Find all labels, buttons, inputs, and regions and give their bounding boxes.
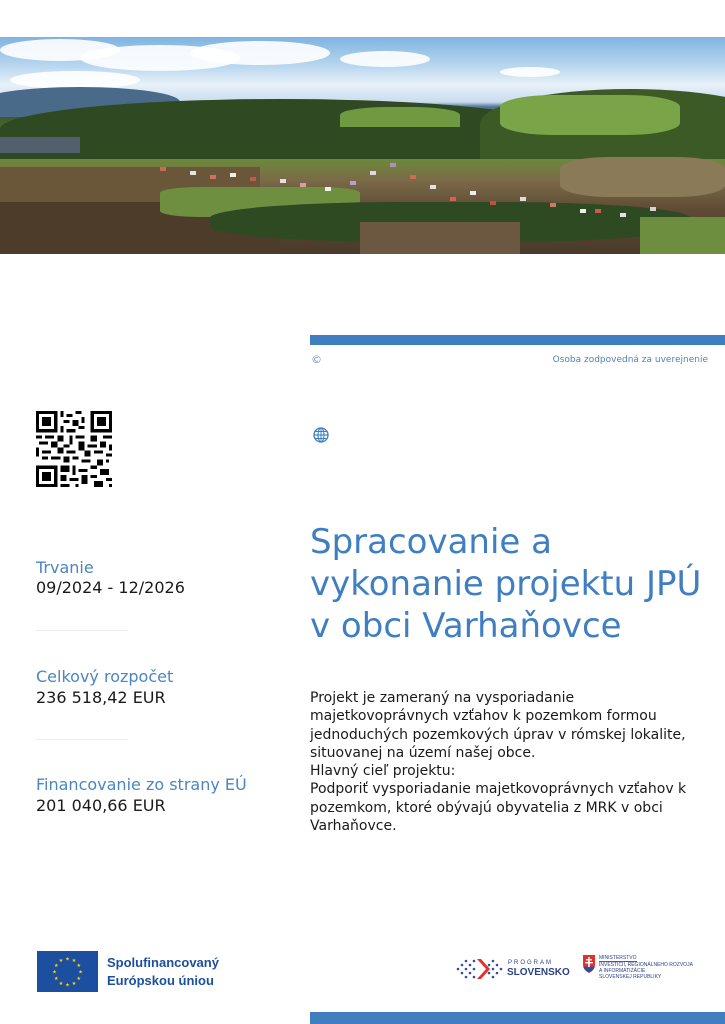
svg-text:★: ★: [53, 976, 59, 982]
qr-code[interactable]: [36, 411, 112, 487]
project-title: Spracovanie a vykonanie projektu JPÚ v obci Varhaňovce: [310, 522, 702, 646]
description-paragraph: Projekt je zameraný na vysporiadanie majetkovoprávnych vzťahov k pozemkom formou jednoduchých pozemkových úprav v rómskej lokalite, situovanej na území našej obce.: [310, 690, 686, 761]
svg-text:★: ★: [76, 963, 82, 969]
svg-text:★: ★: [53, 963, 59, 969]
meadow: [340, 107, 460, 127]
meadow: [500, 95, 680, 135]
village: [150, 157, 670, 227]
svg-text:★: ★: [76, 976, 82, 982]
ministry-line3: A INFORMATIZÁCIE: [599, 968, 646, 974]
responsible-person-label: Osoba zodpovedná za uverejnenie: [552, 355, 708, 365]
copyright-icon: ©: [311, 353, 322, 366]
goal-text: Podporiť vysporiadanie majetkovoprávnych vzťahov k pozemkom, ktoré obývajú obyvatelia z MRK v obci Varhaňovce.: [310, 781, 687, 835]
cloud: [500, 67, 560, 77]
ministry-line2: INVESTÍCIÍ, REGIONÁLNEHO ROZVOJA: [599, 962, 693, 968]
svg-text:★: ★: [52, 969, 57, 976]
divider: [36, 739, 128, 740]
project-description: [310, 689, 710, 835]
duration-label: Trvanie: [36, 558, 94, 577]
divider: [36, 630, 128, 631]
goal-heading: Hlavný cieľ projektu:: [310, 763, 456, 780]
svg-text:★: ★: [58, 958, 64, 965]
eu-cofinanced-text: [107, 954, 219, 990]
cloud: [190, 41, 330, 65]
forest-hill: [0, 99, 560, 159]
eu-text-line2: Európskou úniou: [107, 973, 214, 988]
ministry-line1: MINISTERSTVO: [599, 955, 637, 961]
bottom-accent-bar: [310, 1012, 725, 1024]
duration-value: 09/2024 - 12/2026: [36, 578, 185, 597]
solar-field: [0, 137, 80, 153]
ministry-text: [599, 955, 693, 980]
total-budget-value: 236 518,42 EUR: [36, 688, 166, 707]
cloud: [340, 51, 430, 67]
hero-photo: [0, 37, 725, 254]
top-accent-bar: [310, 335, 725, 345]
slovak-coat-of-arms-icon: [583, 955, 595, 973]
svg-text:★: ★: [65, 982, 70, 989]
ministry-line4: SLOVENSKEJ REPUBLIKY: [599, 974, 662, 980]
eu-flag-icon: [37, 951, 98, 992]
total-budget-label: Celkový rozpočet: [36, 667, 174, 686]
svg-text:★: ★: [71, 980, 77, 987]
svg-text:★: ★: [78, 969, 83, 976]
eu-text-line1: Spolufinancovaný: [107, 955, 219, 970]
eu-funding-value: 201 040,66 EUR: [36, 796, 166, 815]
program-label: PROGRAM: [508, 960, 554, 966]
svg-text:★: ★: [58, 980, 64, 987]
eu-funding-label: Financovanie zo strany EÚ: [36, 775, 247, 794]
globe-icon[interactable]: [313, 427, 329, 443]
svg-text:★: ★: [65, 956, 70, 963]
svg-text:★: ★: [71, 958, 77, 965]
slovensko-label: SLOVENSKO: [507, 967, 570, 978]
